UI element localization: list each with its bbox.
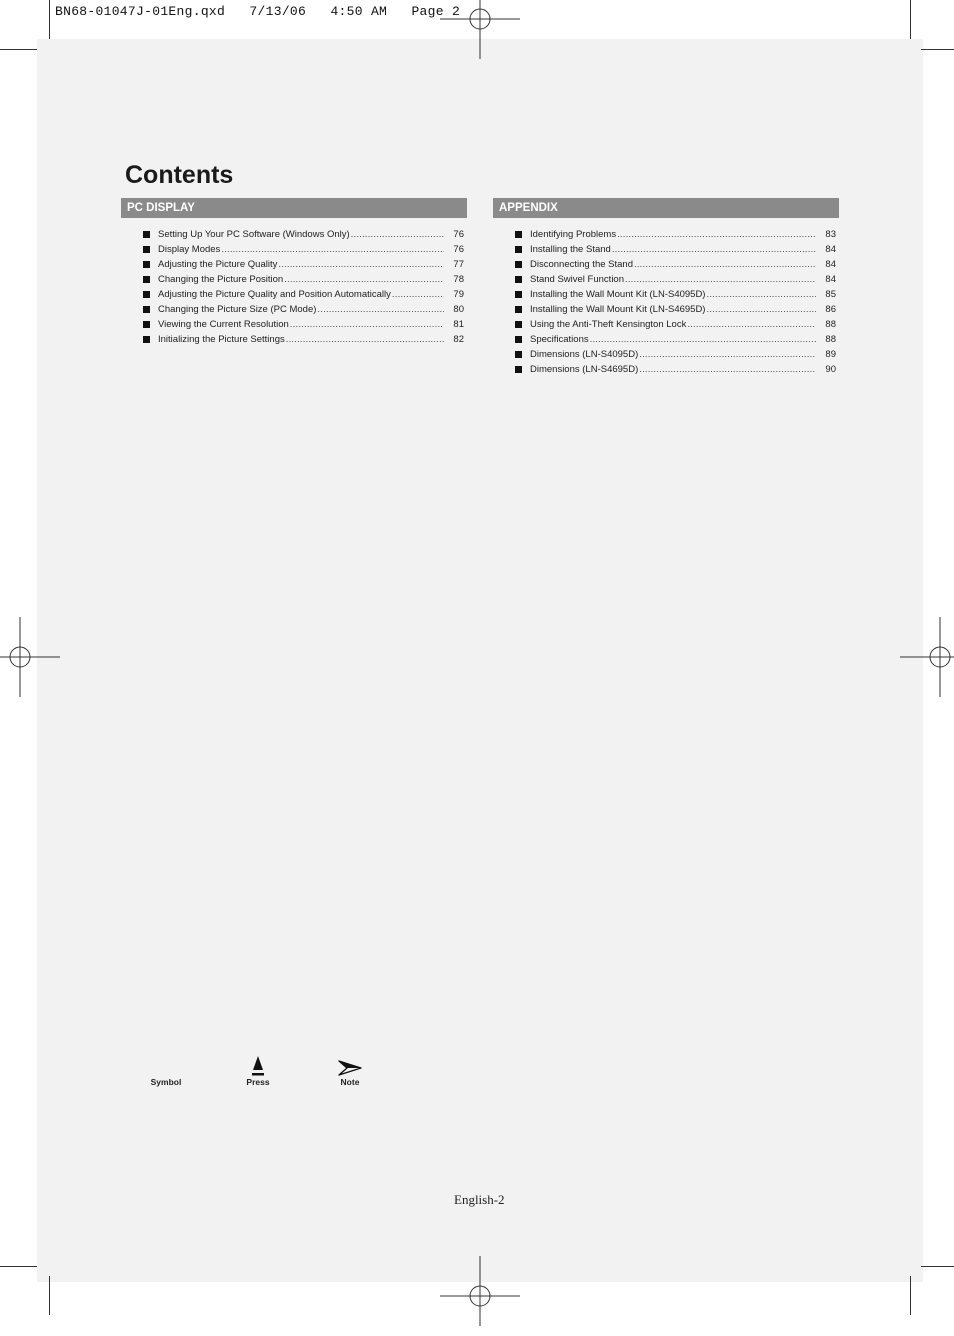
- dot-leader: [639, 347, 816, 362]
- legend-note: [320, 1059, 380, 1087]
- toc-item-label: Using the Anti-Theft Kensington Lock: [530, 319, 687, 330]
- toc-item-page: 86: [825, 304, 836, 315]
- dot-leader: [706, 302, 816, 317]
- toc-item-page: 83: [825, 229, 836, 240]
- toc-item-page: 76: [453, 244, 464, 255]
- toc-item-label: Viewing the Current Resolution: [158, 319, 289, 330]
- toc-item[interactable]: [493, 272, 839, 287]
- toc-item-label: Dimensions (LN-S4095D): [530, 349, 639, 360]
- toc-item[interactable]: [121, 272, 467, 287]
- toc-item[interactable]: [493, 317, 839, 332]
- toc-item[interactable]: [493, 287, 839, 302]
- toc-item[interactable]: [121, 317, 467, 332]
- bullet-square-icon: [143, 276, 150, 283]
- bullet-square-icon: [515, 261, 522, 268]
- toc-item-label: Adjusting the Picture Quality: [158, 259, 278, 270]
- toc-item[interactable]: [493, 347, 839, 362]
- toc-item[interactable]: [493, 257, 839, 272]
- file-slug: BN68-01047J-01Eng.qxd 7/13/06 4:50 AM Page 2: [55, 4, 461, 19]
- toc-item-page: 77: [453, 259, 464, 270]
- dot-leader: [625, 272, 816, 287]
- toc-item-label: Stand Swivel Function: [530, 274, 624, 285]
- toc-item-page: 85: [825, 289, 836, 300]
- toc-item-page: 84: [825, 244, 836, 255]
- bullet-square-icon: [143, 246, 150, 253]
- toc-item-page: 76: [453, 229, 464, 240]
- registration-mark-top: [440, 0, 520, 59]
- toc-item[interactable]: [493, 227, 839, 242]
- crop-mark: [0, 49, 37, 50]
- bullet-square-icon: [515, 321, 522, 328]
- registration-mark-right: [900, 617, 954, 697]
- toc-item-label: Initializing the Picture Settings: [158, 334, 285, 345]
- bullet-square-icon: [143, 306, 150, 313]
- toc-item[interactable]: [493, 302, 839, 317]
- dot-leader: [317, 302, 444, 317]
- crop-mark: [49, 0, 50, 39]
- bullet-square-icon: [515, 336, 522, 343]
- toc-list: [493, 227, 839, 377]
- crop-mark: [921, 49, 954, 50]
- toc-item-label: Setting Up Your PC Software (Windows Only): [158, 229, 350, 240]
- dot-leader: [617, 227, 816, 242]
- bullet-square-icon: [515, 351, 522, 358]
- legend-note-label: Note: [340, 1077, 360, 1087]
- bullet-square-icon: [515, 231, 522, 238]
- toc-list: [121, 227, 467, 347]
- toc-item-label: Installing the Stand: [530, 244, 611, 255]
- toc-item-page: 81: [453, 319, 464, 330]
- toc-item-page: 78: [453, 274, 464, 285]
- toc-item[interactable]: [493, 242, 839, 257]
- legend-symbol: [136, 1077, 196, 1087]
- crop-mark: [910, 1276, 911, 1315]
- toc-item[interactable]: [121, 257, 467, 272]
- dot-leader: [392, 287, 444, 302]
- page-title: Contents: [125, 161, 234, 189]
- toc-item-label: Installing the Wall Mount Kit (LN-S4095D): [530, 289, 706, 300]
- toc-item-page: 84: [825, 274, 836, 285]
- dot-leader: [221, 242, 444, 257]
- dot-leader: [290, 317, 444, 332]
- note-arrow-icon: [337, 1059, 363, 1077]
- press-triangle-icon: [251, 1055, 265, 1077]
- crop-mark: [0, 1266, 37, 1267]
- toc-item[interactable]: [493, 362, 839, 377]
- toc-item-label: Identifying Problems: [530, 229, 617, 240]
- dot-leader: [612, 242, 816, 257]
- bullet-square-icon: [143, 336, 150, 343]
- toc-item[interactable]: [121, 242, 467, 257]
- toc-item-page: 90: [825, 364, 836, 375]
- bullet-square-icon: [143, 261, 150, 268]
- bullet-square-icon: [515, 291, 522, 298]
- dot-leader: [634, 257, 816, 272]
- section-heading: PC DISPLAY: [121, 198, 467, 218]
- page-footer: English-2: [454, 1192, 505, 1207]
- bullet-square-icon: [143, 321, 150, 328]
- crop-mark: [910, 0, 911, 39]
- dot-leader: [706, 287, 816, 302]
- toc-item-page: 82: [453, 334, 464, 345]
- dot-leader: [284, 272, 444, 287]
- dot-leader: [687, 317, 816, 332]
- toc-item-label: Changing the Picture Position: [158, 274, 284, 285]
- toc-item-page: 88: [825, 319, 836, 330]
- toc-item-page: 79: [453, 289, 464, 300]
- toc-item-label: Dimensions (LN-S4695D): [530, 364, 639, 375]
- legend-symbol-label: Symbol: [150, 1077, 182, 1087]
- dot-leader: [590, 332, 816, 347]
- dot-leader: [286, 332, 444, 347]
- bullet-square-icon: [515, 306, 522, 313]
- toc-item-label: Changing the Picture Size (PC Mode): [158, 304, 317, 315]
- toc-item-label: Specifications: [530, 334, 589, 345]
- dot-leader: [351, 227, 444, 242]
- registration-mark-bottom: [440, 1256, 520, 1336]
- toc-item-page: 89: [825, 349, 836, 360]
- toc-item-page: 84: [825, 259, 836, 270]
- toc-item-page: 88: [825, 334, 836, 345]
- registration-mark-left: [0, 617, 60, 697]
- toc-item[interactable]: [121, 287, 467, 302]
- section-heading: APPENDIX: [493, 198, 839, 218]
- crop-mark: [49, 1276, 50, 1315]
- section-appendix: [493, 198, 839, 377]
- section-pc-display: [121, 198, 467, 347]
- legend-press-label: Press: [246, 1077, 270, 1087]
- bullet-square-icon: [515, 366, 522, 373]
- crop-mark: [921, 1266, 954, 1267]
- dot-leader: [278, 257, 444, 272]
- toc-item[interactable]: [493, 332, 839, 347]
- toc-item-label: Installing the Wall Mount Kit (LN-S4695D): [530, 304, 706, 315]
- toc-item-label: Adjusting the Picture Quality and Position Automatically: [158, 289, 391, 300]
- bullet-square-icon: [143, 231, 150, 238]
- toc-item-page: 80: [453, 304, 464, 315]
- bullet-square-icon: [143, 291, 150, 298]
- toc-item[interactable]: [121, 332, 467, 347]
- toc-item-label: Display Modes: [158, 244, 221, 255]
- toc-item-label: Disconnecting the Stand: [530, 259, 633, 270]
- bullet-square-icon: [515, 276, 522, 283]
- dot-leader: [639, 362, 816, 377]
- legend-press: [228, 1055, 288, 1087]
- toc-item[interactable]: [121, 302, 467, 317]
- bullet-square-icon: [515, 246, 522, 253]
- toc-item[interactable]: [121, 227, 467, 242]
